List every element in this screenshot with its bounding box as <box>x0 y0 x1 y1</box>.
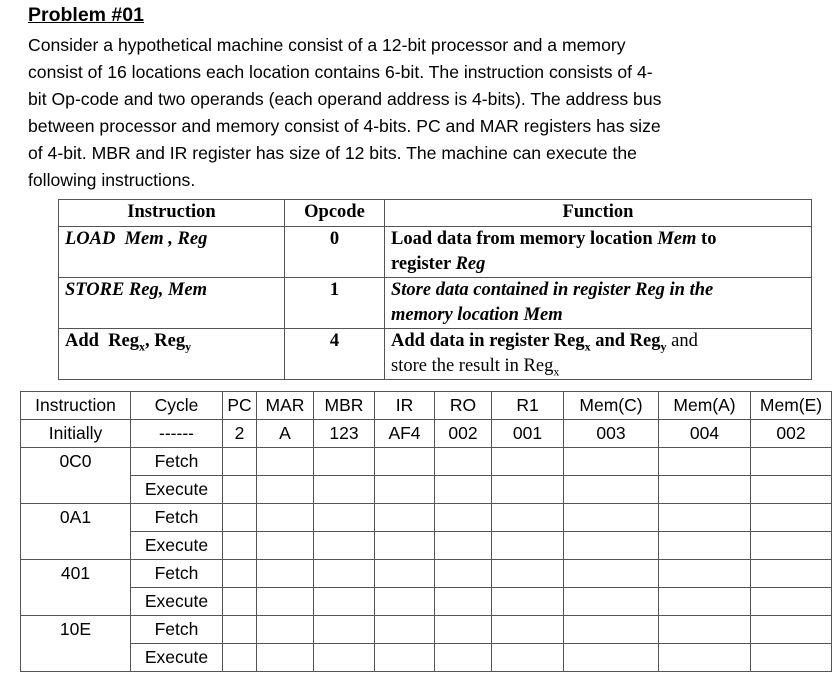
trace-empty-cell <box>564 644 659 672</box>
trace-empty-cell <box>257 560 314 588</box>
trace-empty-cell <box>492 448 564 476</box>
header-cell: Mem(C) <box>564 392 659 420</box>
trace-initial-row <box>21 420 832 448</box>
subscript: y <box>660 339 667 354</box>
trace-empty-cell <box>223 644 257 672</box>
trace-empty-cell <box>564 504 659 532</box>
trace-empty-cell <box>751 532 832 560</box>
header-opcode: Opcode <box>285 200 385 227</box>
header-cell: IR <box>375 392 435 420</box>
initial-cell: 003 <box>564 420 659 448</box>
function-text: to <box>696 229 717 249</box>
function-text: memory location Mem <box>391 305 563 325</box>
trace-empty-cell <box>375 616 435 644</box>
instruction-cell <box>59 329 285 380</box>
description-line: consist of 16 locations each location contains 6-bit. The instruction consists of 4- <box>28 62 653 82</box>
trace-empty-cell <box>314 560 375 588</box>
initial-cell: 001 <box>492 420 564 448</box>
instruction-set-table <box>58 199 812 380</box>
trace-cycle-cell: Execute <box>131 644 223 672</box>
trace-empty-cell <box>564 532 659 560</box>
trace-empty-cell <box>435 616 492 644</box>
trace-empty-cell <box>659 504 751 532</box>
trace-empty-cell <box>564 616 659 644</box>
trace-empty-cell <box>659 476 751 504</box>
trace-empty-cell <box>751 476 832 504</box>
trace-instruction-cell <box>21 532 131 560</box>
instruction-set-header-row <box>59 200 812 227</box>
subscript: x <box>553 364 560 379</box>
trace-instruction-cell: 10E <box>21 616 131 644</box>
trace-empty-cell <box>659 588 751 616</box>
trace-cycle-cell: Fetch <box>131 504 223 532</box>
instruction-row-load <box>59 227 812 278</box>
trace-empty-cell <box>659 448 751 476</box>
header-cell: R1 <box>492 392 564 420</box>
initial-cell: ------ <box>131 420 223 448</box>
header-cell: Mem(E) <box>751 392 832 420</box>
trace-empty-cell <box>223 560 257 588</box>
header-cell: PC <box>223 392 257 420</box>
trace-empty-cell <box>375 588 435 616</box>
trace-empty-cell <box>751 504 832 532</box>
trace-empty-cell <box>375 532 435 560</box>
initial-cell: A <box>257 420 314 448</box>
trace-empty-cell <box>564 588 659 616</box>
trace-empty-cell <box>492 532 564 560</box>
trace-empty-cell <box>492 476 564 504</box>
trace-empty-cell <box>751 588 832 616</box>
problem-title: Problem #01 <box>28 4 144 26</box>
trace-empty-cell <box>492 588 564 616</box>
function-text: register <box>391 254 456 274</box>
trace-empty-cell <box>314 532 375 560</box>
header-cell: Mem(A) <box>659 392 751 420</box>
trace-empty-cell <box>257 644 314 672</box>
opcode-cell: 4 <box>285 329 385 380</box>
trace-empty-cell <box>435 588 492 616</box>
header-cell: Cycle <box>131 392 223 420</box>
trace-empty-cell <box>435 448 492 476</box>
trace-empty-cell <box>492 504 564 532</box>
instruction-cell: STORE Reg, Mem <box>59 278 285 329</box>
subscript: y <box>185 339 192 354</box>
trace-empty-cell <box>564 560 659 588</box>
function-text: Add data in register Reg <box>391 331 585 351</box>
initial-cell: 2 <box>223 420 257 448</box>
trace-cycle-cell: Fetch <box>131 616 223 644</box>
subscript: x <box>139 339 146 354</box>
function-text: Load data from memory location <box>391 229 658 249</box>
trace-cycle-cell: Fetch <box>131 560 223 588</box>
trace-empty-cell <box>314 448 375 476</box>
trace-empty-cell <box>435 532 492 560</box>
trace-empty-cell <box>257 588 314 616</box>
trace-empty-cell <box>223 532 257 560</box>
trace-empty-cell <box>257 616 314 644</box>
trace-empty-cell <box>751 616 832 644</box>
trace-empty-cell <box>375 476 435 504</box>
trace-instruction-cell: 0C0 <box>21 448 131 476</box>
initial-cell: 123 <box>314 420 375 448</box>
trace-empty-cell <box>492 560 564 588</box>
trace-empty-cell <box>492 616 564 644</box>
trace-empty-cell <box>257 504 314 532</box>
opcode-cell: 1 <box>285 278 385 329</box>
trace-row <box>21 560 832 588</box>
trace-header-row <box>21 392 832 420</box>
trace-row <box>21 532 832 560</box>
trace-empty-cell <box>659 532 751 560</box>
description-line: bit Op-code and two operands (each operand address is 4-bits). The address bus <box>28 89 662 109</box>
trace-empty-cell <box>375 560 435 588</box>
opcode-cell: 0 <box>285 227 385 278</box>
function-text: Mem <box>657 229 697 249</box>
trace-empty-cell <box>223 448 257 476</box>
trace-empty-cell <box>314 476 375 504</box>
trace-empty-cell <box>659 644 751 672</box>
trace-empty-cell <box>435 476 492 504</box>
trace-instruction-cell <box>21 644 131 672</box>
trace-instruction-cell <box>21 588 131 616</box>
trace-empty-cell <box>375 448 435 476</box>
initial-cell: 004 <box>659 420 751 448</box>
trace-empty-cell <box>257 532 314 560</box>
trace-row <box>21 448 832 476</box>
trace-row <box>21 588 832 616</box>
trace-row <box>21 616 832 644</box>
instruction-cell: LOAD Mem , Reg <box>59 227 285 278</box>
trace-empty-cell <box>223 476 257 504</box>
trace-row <box>21 644 832 672</box>
trace-empty-cell <box>751 644 832 672</box>
trace-empty-cell <box>751 560 832 588</box>
trace-cycle-cell: Execute <box>131 588 223 616</box>
description-line: following instructions. <box>28 170 196 190</box>
instruction-text: Add Reg <box>65 331 140 351</box>
description-line: between processor and memory consist of 4-bits. PC and MAR registers has size <box>28 116 661 136</box>
initial-cell: Initially <box>21 420 131 448</box>
trace-empty-cell <box>223 616 257 644</box>
trace-empty-cell <box>257 448 314 476</box>
function-text: and <box>666 331 698 351</box>
instruction-row-add <box>59 329 812 380</box>
function-cell <box>385 278 812 329</box>
instruction-text: , Reg <box>145 331 186 351</box>
header-cell: RO <box>435 392 492 420</box>
trace-empty-cell <box>435 504 492 532</box>
trace-cycle-cell: Fetch <box>131 448 223 476</box>
initial-cell: AF4 <box>375 420 435 448</box>
trace-instruction-cell <box>21 476 131 504</box>
trace-empty-cell <box>375 504 435 532</box>
description-line: of 4-bit. MBR and IR register has size of 12 bits. The machine can execute the <box>28 143 637 163</box>
trace-empty-cell <box>659 616 751 644</box>
trace-empty-cell <box>223 588 257 616</box>
instruction-row-store <box>59 278 812 329</box>
function-text: Store data contained in register Reg in the <box>391 280 714 300</box>
trace-empty-cell <box>375 644 435 672</box>
trace-row <box>21 476 832 504</box>
trace-table <box>20 391 832 672</box>
trace-empty-cell <box>257 476 314 504</box>
subscript: x <box>584 339 591 354</box>
trace-instruction-cell: 0A1 <box>21 504 131 532</box>
trace-empty-cell <box>314 588 375 616</box>
trace-empty-cell <box>314 616 375 644</box>
trace-instruction-cell: 401 <box>21 560 131 588</box>
trace-empty-cell <box>314 644 375 672</box>
problem-description <box>28 32 828 194</box>
trace-empty-cell <box>435 560 492 588</box>
header-cell: Instruction <box>21 392 131 420</box>
initial-cell: 002 <box>435 420 492 448</box>
header-function: Function <box>385 200 812 227</box>
description-line: Consider a hypothetical machine consist of a 12-bit processor and a memory <box>28 35 626 55</box>
trace-empty-cell <box>314 504 375 532</box>
trace-empty-cell <box>435 644 492 672</box>
trace-empty-cell <box>564 448 659 476</box>
trace-cycle-cell: Execute <box>131 532 223 560</box>
trace-cycle-cell: Execute <box>131 476 223 504</box>
header-cell: MAR <box>257 392 314 420</box>
function-cell <box>385 227 812 278</box>
trace-empty-cell <box>564 476 659 504</box>
function-text: and Reg <box>590 331 661 351</box>
trace-empty-cell <box>223 504 257 532</box>
trace-empty-cell <box>751 448 832 476</box>
header-cell: MBR <box>314 392 375 420</box>
function-text: Reg <box>455 254 486 274</box>
trace-empty-cell <box>492 644 564 672</box>
initial-cell: 002 <box>751 420 832 448</box>
trace-empty-cell <box>659 560 751 588</box>
function-cell <box>385 329 812 380</box>
trace-row <box>21 504 832 532</box>
function-text: store the result in Reg <box>391 356 554 376</box>
header-instruction: Instruction <box>59 200 285 227</box>
